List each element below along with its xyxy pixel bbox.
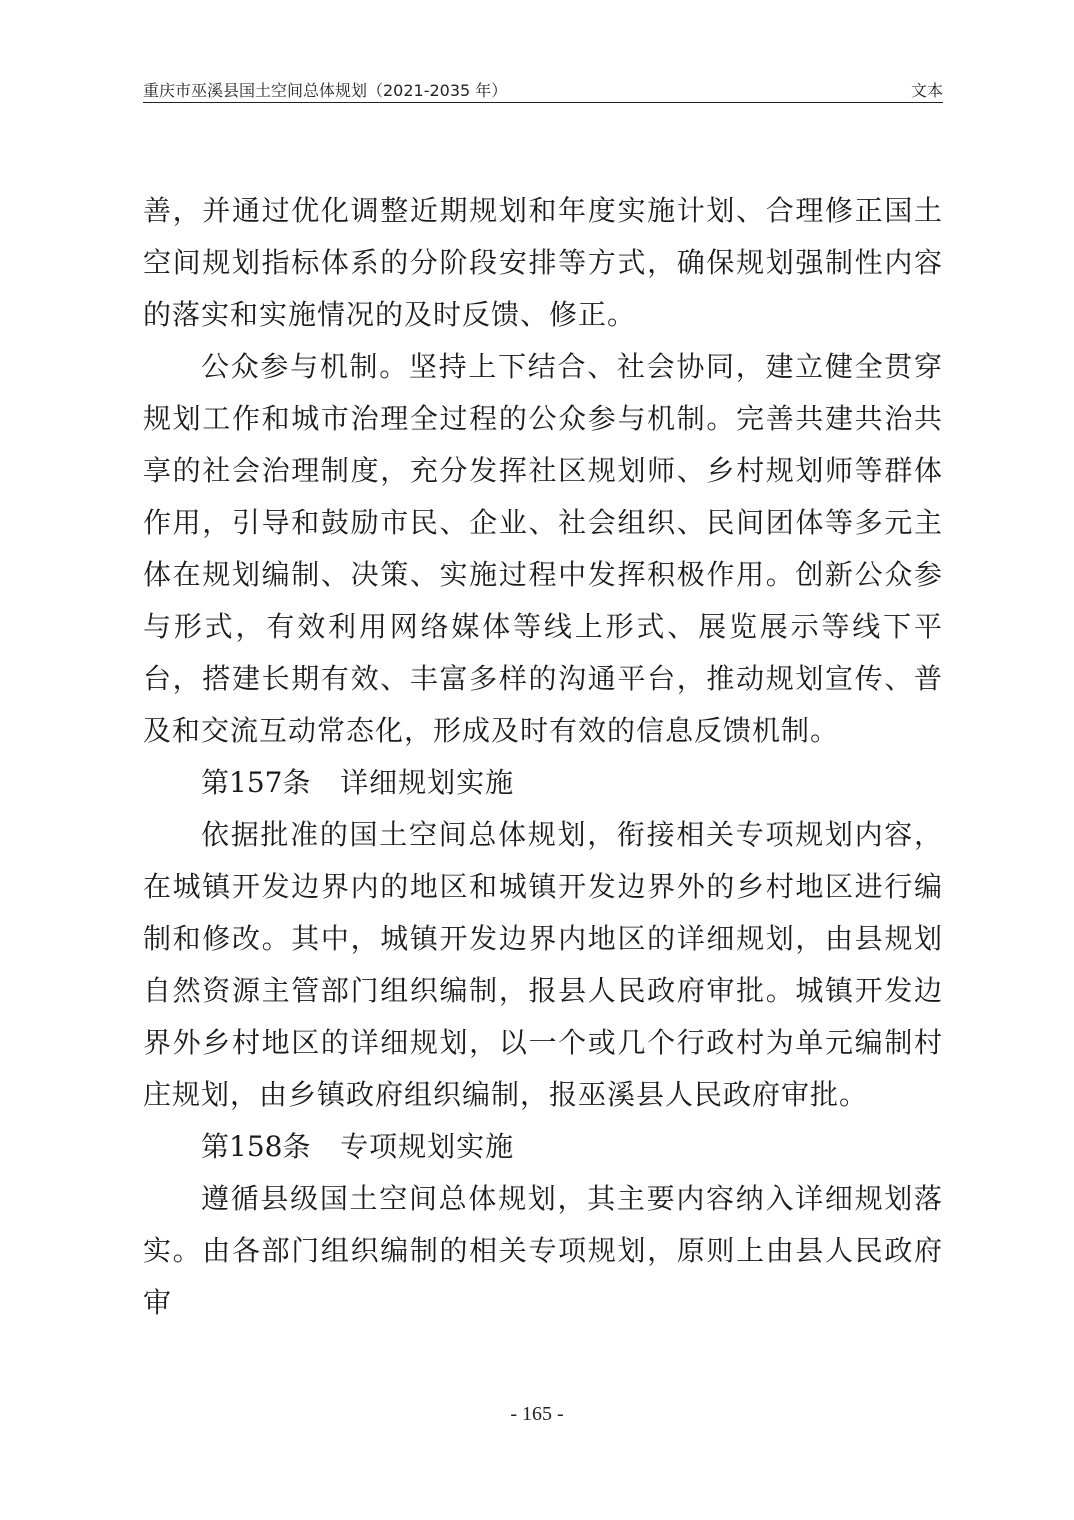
article-title: 专项规划实施 bbox=[340, 1130, 515, 1163]
article-number: 第157条 bbox=[201, 766, 311, 799]
document-body bbox=[143, 185, 943, 1329]
paragraph-special-planning: 遵循县级国土空间总体规划，其主要内容纳入详细规划落实。由各部门组织编制的相关专项规划，原则上由县人民政府审 bbox=[143, 1182, 943, 1319]
paragraph-continuation: 善，并通过优化调整近期规划和年度实施计划、合理修正国土空间规划指标体系的分阶段安排等方式，确保规划强制性内容的落实和实施情况的及时反馈、修正。 bbox=[143, 194, 943, 331]
document-title: 重庆市巫溪县国土空间总体规划（2021-2035 年） bbox=[143, 81, 508, 100]
page-number: - 165 - bbox=[510, 1403, 564, 1425]
paragraph-public-participation: 公众参与机制。坚持上下结合、社会协同，建立健全贯穿规划工作和城市治理全过程的公众参与机制。完善共建共治共享的社会治理制度，充分发挥社区规划师、乡村规划师等群体作用，引导和鼓励市民、企业、社会组织、民间团体等多元主体在规划编制、决策、实施过程中发挥积极作用。创新公众参与形式，有效利用网络媒体等线上形式、展览展示等线下平台，搭建长期有效、丰富多样的沟通平台，推动规划宣传、普及和交流互动常态化，形成及时有效的信息反馈机制。 bbox=[143, 350, 943, 747]
document-type-label: 文本 bbox=[910, 81, 943, 100]
article-heading-157 bbox=[143, 757, 943, 809]
article-heading-158 bbox=[143, 1121, 943, 1173]
article-title: 详细规划实施 bbox=[340, 766, 515, 799]
paragraph-detailed-planning: 依据批准的国土空间总体规划，衔接相关专项规划内容，在城镇开发边界内的地区和城镇开发边界外的乡村地区进行编制和修改。其中，城镇开发边界内地区的详细规划，由县规划自然资源主管部门组织编制，报县人民政府审批。城镇开发边界外乡村地区的详细规划，以一个或几个行政村为单元编制村庄规划，由乡镇政府组织编制，报巫溪县人民政府审批。 bbox=[143, 818, 943, 1111]
page-header bbox=[143, 76, 943, 103]
article-number: 第158条 bbox=[201, 1130, 311, 1163]
